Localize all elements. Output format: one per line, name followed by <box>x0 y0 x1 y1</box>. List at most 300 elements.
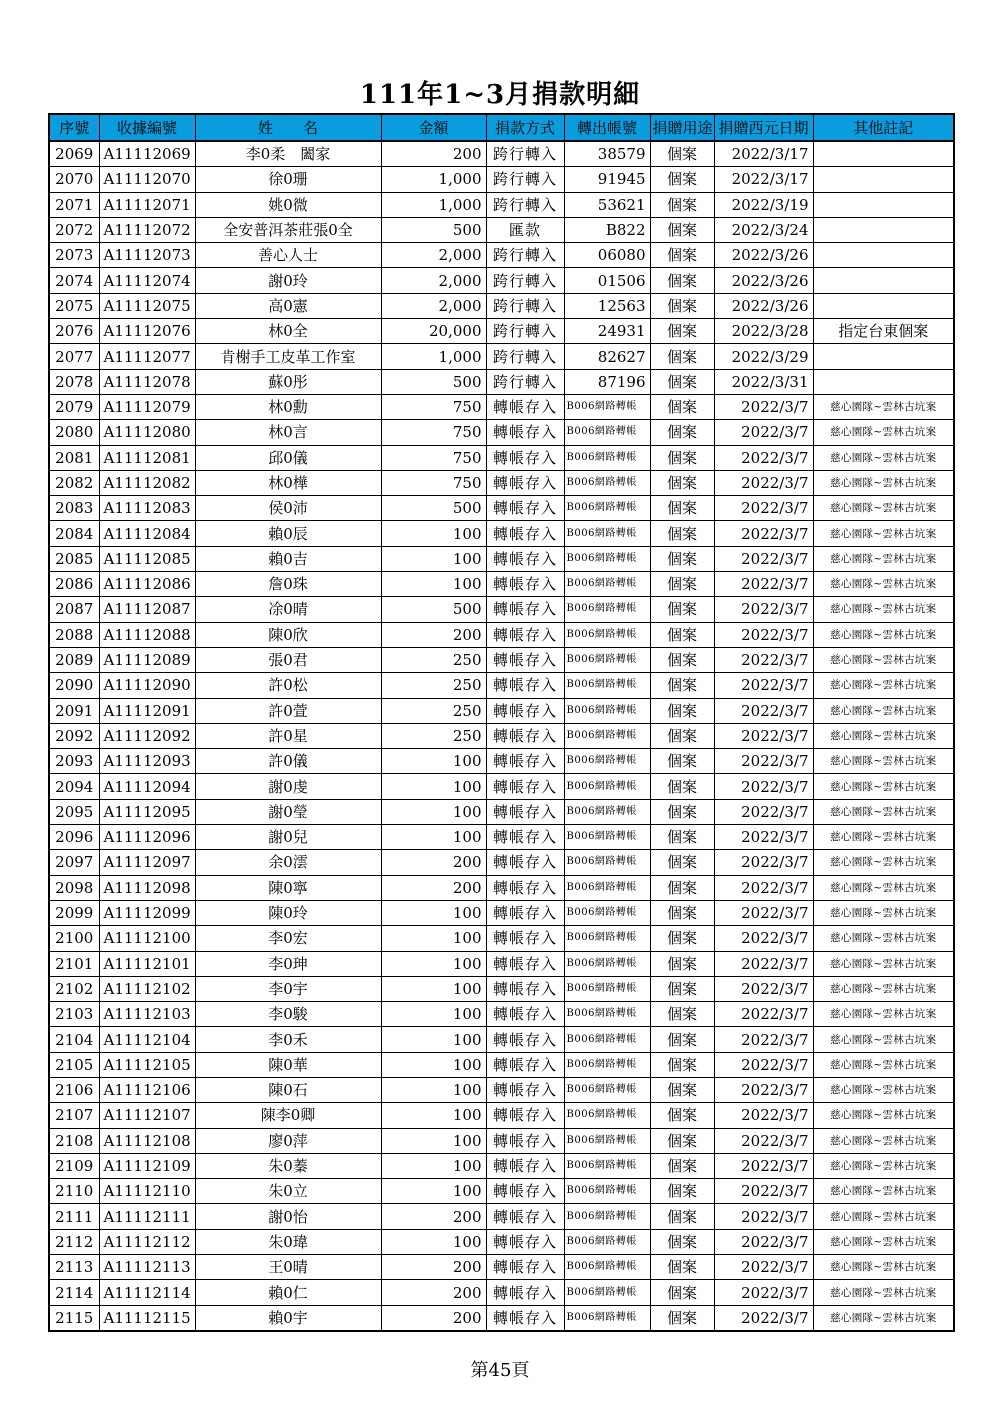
cell-seq: 2072 <box>49 217 99 242</box>
cell-seq: 2077 <box>49 344 99 369</box>
cell-seq: 2102 <box>49 976 99 1001</box>
table-row <box>49 344 954 369</box>
cell-note: 慈心園隊~雲林古坑案 <box>813 900 954 925</box>
cell-purpose: 個案 <box>650 546 714 571</box>
cell-purpose: 個案 <box>650 369 714 394</box>
table-row <box>49 723 954 748</box>
table-row <box>49 192 954 217</box>
cell-amount: 100 <box>381 1103 486 1128</box>
cell-method: 轉帳存入 <box>486 850 564 875</box>
cell-seq: 2075 <box>49 293 99 318</box>
table-row <box>49 622 954 647</box>
cell-purpose: 個案 <box>650 319 714 344</box>
cell-receipt: A11112093 <box>99 749 195 774</box>
cell-account: B006網路轉帳 <box>564 951 650 976</box>
table-row <box>49 319 954 344</box>
cell-receipt: A11112070 <box>99 167 195 192</box>
cell-seq: 2079 <box>49 394 99 419</box>
cell-account: B006網路轉帳 <box>564 445 650 470</box>
cell-purpose: 個案 <box>650 900 714 925</box>
cell-account: 87196 <box>564 369 650 394</box>
cell-method: 轉帳存入 <box>486 976 564 1001</box>
cell-account: B006網路轉帳 <box>564 622 650 647</box>
cell-receipt: A11112111 <box>99 1204 195 1229</box>
cell-name: 朱0蓁 <box>195 1153 381 1178</box>
header-row <box>49 114 954 141</box>
column-header-purpose: 捐贈用途 <box>650 114 714 141</box>
cell-method: 轉帳存入 <box>486 1103 564 1128</box>
cell-date: 2022/3/7 <box>714 1305 813 1331</box>
cell-method: 轉帳存入 <box>486 546 564 571</box>
cell-name: 廖0萍 <box>195 1128 381 1153</box>
cell-purpose: 個案 <box>650 976 714 1001</box>
cell-seq: 2076 <box>49 319 99 344</box>
cell-account: B006網路轉帳 <box>564 1179 650 1204</box>
cell-receipt: A11112113 <box>99 1255 195 1280</box>
cell-receipt: A11112102 <box>99 976 195 1001</box>
cell-note: 慈心園隊~雲林古坑案 <box>813 825 954 850</box>
cell-note: 慈心園隊~雲林古坑案 <box>813 1128 954 1153</box>
cell-receipt: A11112071 <box>99 192 195 217</box>
cell-date: 2022/3/7 <box>714 647 813 672</box>
cell-purpose: 個案 <box>650 268 714 293</box>
cell-amount: 100 <box>381 1002 486 1027</box>
cell-name: 謝0瑩 <box>195 799 381 824</box>
cell-account: B006網路轉帳 <box>564 1027 650 1052</box>
cell-name: 李0柔 闔家 <box>195 141 381 167</box>
cell-account: 12563 <box>564 293 650 318</box>
cell-account: 06080 <box>564 243 650 268</box>
cell-amount: 200 <box>381 850 486 875</box>
cell-note <box>813 141 954 167</box>
cell-name: 賴0宇 <box>195 1305 381 1331</box>
cell-method: 跨行轉入 <box>486 167 564 192</box>
cell-account: 24931 <box>564 319 650 344</box>
cell-purpose: 個案 <box>650 1229 714 1254</box>
cell-name: 林0言 <box>195 420 381 445</box>
cell-amount: 100 <box>381 546 486 571</box>
cell-seq: 2070 <box>49 167 99 192</box>
cell-method: 跨行轉入 <box>486 369 564 394</box>
cell-method: 轉帳存入 <box>486 622 564 647</box>
cell-amount: 750 <box>381 445 486 470</box>
cell-date: 2022/3/26 <box>714 293 813 318</box>
cell-amount: 500 <box>381 217 486 242</box>
cell-note: 慈心園隊~雲林古坑案 <box>813 622 954 647</box>
cell-seq: 2093 <box>49 749 99 774</box>
cell-amount: 100 <box>381 951 486 976</box>
cell-seq: 2096 <box>49 825 99 850</box>
cell-amount: 250 <box>381 673 486 698</box>
cell-date: 2022/3/7 <box>714 774 813 799</box>
cell-account: B006網路轉帳 <box>564 749 650 774</box>
cell-date: 2022/3/19 <box>714 192 813 217</box>
column-header-method: 捐款方式 <box>486 114 564 141</box>
cell-receipt: A11112108 <box>99 1128 195 1153</box>
cell-note: 慈心園隊~雲林古坑案 <box>813 1204 954 1229</box>
cell-date: 2022/3/7 <box>714 1179 813 1204</box>
cell-name: 賴0仁 <box>195 1280 381 1305</box>
cell-name: 林0樺 <box>195 470 381 495</box>
cell-account: B006網路轉帳 <box>564 1128 650 1153</box>
cell-note: 慈心園隊~雲林古坑案 <box>813 951 954 976</box>
column-header-account: 轉出帳號 <box>564 114 650 141</box>
cell-date: 2022/3/7 <box>714 723 813 748</box>
cell-date: 2022/3/7 <box>714 572 813 597</box>
cell-note: 慈心園隊~雲林古坑案 <box>813 673 954 698</box>
cell-purpose: 個案 <box>650 723 714 748</box>
cell-method: 轉帳存入 <box>486 774 564 799</box>
cell-method: 轉帳存入 <box>486 951 564 976</box>
table-row <box>49 951 954 976</box>
table-row <box>49 420 954 445</box>
cell-method: 轉帳存入 <box>486 1052 564 1077</box>
cell-amount: 100 <box>381 1052 486 1077</box>
cell-note: 慈心園隊~雲林古坑案 <box>813 546 954 571</box>
cell-date: 2022/3/7 <box>714 1027 813 1052</box>
cell-name: 高0憲 <box>195 293 381 318</box>
cell-purpose: 個案 <box>650 774 714 799</box>
cell-note: 慈心園隊~雲林古坑案 <box>813 749 954 774</box>
cell-account: B006網路轉帳 <box>564 900 650 925</box>
cell-account: B006網路轉帳 <box>564 647 650 672</box>
cell-receipt: A11112083 <box>99 496 195 521</box>
table-row <box>49 1027 954 1052</box>
cell-purpose: 個案 <box>650 1179 714 1204</box>
cell-date: 2022/3/7 <box>714 900 813 925</box>
table-row <box>49 1305 954 1331</box>
cell-account: B006網路轉帳 <box>564 875 650 900</box>
cell-date: 2022/3/7 <box>714 394 813 419</box>
cell-purpose: 個案 <box>650 243 714 268</box>
cell-account: B006網路轉帳 <box>564 850 650 875</box>
cell-date: 2022/3/7 <box>714 799 813 824</box>
cell-method: 轉帳存入 <box>486 420 564 445</box>
cell-name: 余0澐 <box>195 850 381 875</box>
cell-date: 2022/3/7 <box>714 951 813 976</box>
table-row <box>49 268 954 293</box>
cell-note: 慈心園隊~雲林古坑案 <box>813 1229 954 1254</box>
cell-seq: 2095 <box>49 799 99 824</box>
table-row <box>49 167 954 192</box>
cell-purpose: 個案 <box>650 572 714 597</box>
cell-date: 2022/3/7 <box>714 470 813 495</box>
cell-date: 2022/3/31 <box>714 369 813 394</box>
cell-method: 轉帳存入 <box>486 496 564 521</box>
cell-seq: 2114 <box>49 1280 99 1305</box>
cell-method: 轉帳存入 <box>486 521 564 546</box>
cell-method: 跨行轉入 <box>486 268 564 293</box>
cell-amount: 1,000 <box>381 167 486 192</box>
cell-amount: 100 <box>381 1027 486 1052</box>
cell-name: 徐0珊 <box>195 167 381 192</box>
table-row <box>49 976 954 1001</box>
cell-method: 跨行轉入 <box>486 141 564 167</box>
page-title: 111年1~3月捐款明細 <box>359 80 641 110</box>
cell-name: 林0勳 <box>195 394 381 419</box>
cell-note: 慈心園隊~雲林古坑案 <box>813 1103 954 1128</box>
cell-amount: 750 <box>381 394 486 419</box>
cell-seq: 2071 <box>49 192 99 217</box>
cell-date: 2022/3/7 <box>714 1204 813 1229</box>
table-body <box>49 141 954 1331</box>
cell-amount: 100 <box>381 799 486 824</box>
cell-date: 2022/3/7 <box>714 1128 813 1153</box>
column-header-name: 姓 名 <box>195 114 381 141</box>
cell-date: 2022/3/28 <box>714 319 813 344</box>
cell-note: 慈心園隊~雲林古坑案 <box>813 774 954 799</box>
cell-purpose: 個案 <box>650 622 714 647</box>
cell-seq: 2092 <box>49 723 99 748</box>
cell-amount: 500 <box>381 369 486 394</box>
cell-date: 2022/3/7 <box>714 673 813 698</box>
cell-date: 2022/3/7 <box>714 622 813 647</box>
cell-account: 91945 <box>564 167 650 192</box>
cell-receipt: A11112112 <box>99 1229 195 1254</box>
table-row <box>49 546 954 571</box>
cell-method: 轉帳存入 <box>486 1153 564 1178</box>
cell-account: B006網路轉帳 <box>564 546 650 571</box>
cell-receipt: A11112084 <box>99 521 195 546</box>
cell-account: B006網路轉帳 <box>564 1229 650 1254</box>
cell-account: B006網路轉帳 <box>564 521 650 546</box>
cell-purpose: 個案 <box>650 192 714 217</box>
cell-receipt: A11112082 <box>99 470 195 495</box>
cell-account: 38579 <box>564 141 650 167</box>
cell-date: 2022/3/26 <box>714 243 813 268</box>
cell-account: B006網路轉帳 <box>564 1204 650 1229</box>
cell-method: 轉帳存入 <box>486 799 564 824</box>
cell-name: 李0宏 <box>195 926 381 951</box>
cell-method: 轉帳存入 <box>486 1280 564 1305</box>
cell-name: 朱0立 <box>195 1179 381 1204</box>
cell-method: 跨行轉入 <box>486 243 564 268</box>
cell-purpose: 個案 <box>650 698 714 723</box>
cell-amount: 100 <box>381 1179 486 1204</box>
cell-note: 慈心園隊~雲林古坑案 <box>813 698 954 723</box>
cell-method: 轉帳存入 <box>486 470 564 495</box>
cell-seq: 2091 <box>49 698 99 723</box>
table-row <box>49 293 954 318</box>
cell-name: 侯0沛 <box>195 496 381 521</box>
cell-date: 2022/3/7 <box>714 1255 813 1280</box>
cell-method: 轉帳存入 <box>486 1179 564 1204</box>
cell-date: 2022/3/7 <box>714 1153 813 1178</box>
cell-amount: 200 <box>381 1305 486 1331</box>
table-row <box>49 799 954 824</box>
cell-receipt: A11112097 <box>99 850 195 875</box>
cell-account: B006網路轉帳 <box>564 597 650 622</box>
cell-account: B006網路轉帳 <box>564 470 650 495</box>
cell-receipt: A11112090 <box>99 673 195 698</box>
cell-date: 2022/3/7 <box>714 976 813 1001</box>
cell-purpose: 個案 <box>650 1204 714 1229</box>
table-row <box>49 597 954 622</box>
cell-note <box>813 268 954 293</box>
cell-name: 全安普洱茶莊張0全 <box>195 217 381 242</box>
cell-receipt: A11112095 <box>99 799 195 824</box>
cell-name: 謝0虔 <box>195 774 381 799</box>
cell-account: B006網路轉帳 <box>564 799 650 824</box>
cell-purpose: 個案 <box>650 420 714 445</box>
cell-amount: 20,000 <box>381 319 486 344</box>
cell-method: 轉帳存入 <box>486 825 564 850</box>
cell-date: 2022/3/7 <box>714 1077 813 1102</box>
table-row <box>49 825 954 850</box>
cell-account: B006網路轉帳 <box>564 1052 650 1077</box>
table-row <box>49 496 954 521</box>
cell-seq: 2087 <box>49 597 99 622</box>
cell-name: 林0全 <box>195 319 381 344</box>
table-row <box>49 217 954 242</box>
table-row <box>49 1229 954 1254</box>
cell-receipt: A11112085 <box>99 546 195 571</box>
cell-amount: 250 <box>381 698 486 723</box>
cell-account: B006網路轉帳 <box>564 976 650 1001</box>
cell-name: 陳李0卿 <box>195 1103 381 1128</box>
cell-note: 慈心園隊~雲林古坑案 <box>813 1052 954 1077</box>
cell-date: 2022/3/24 <box>714 217 813 242</box>
cell-receipt: A11112073 <box>99 243 195 268</box>
cell-date: 2022/3/7 <box>714 420 813 445</box>
cell-account: B006網路轉帳 <box>564 673 650 698</box>
cell-seq: 2100 <box>49 926 99 951</box>
cell-method: 轉帳存入 <box>486 698 564 723</box>
cell-seq: 2081 <box>49 445 99 470</box>
cell-note: 慈心園隊~雲林古坑案 <box>813 799 954 824</box>
cell-receipt: A11112076 <box>99 319 195 344</box>
cell-amount: 100 <box>381 825 486 850</box>
table-row <box>49 470 954 495</box>
cell-amount: 100 <box>381 521 486 546</box>
cell-seq: 2103 <box>49 1002 99 1027</box>
cell-purpose: 個案 <box>650 850 714 875</box>
cell-note: 慈心園隊~雲林古坑案 <box>813 394 954 419</box>
cell-seq: 2108 <box>49 1128 99 1153</box>
cell-amount: 100 <box>381 976 486 1001</box>
cell-note: 慈心園隊~雲林古坑案 <box>813 875 954 900</box>
cell-seq: 2078 <box>49 369 99 394</box>
cell-note: 慈心園隊~雲林古坑案 <box>813 496 954 521</box>
cell-name: 蘇0彤 <box>195 369 381 394</box>
cell-purpose: 個案 <box>650 496 714 521</box>
cell-receipt: A11112114 <box>99 1280 195 1305</box>
cell-date: 2022/3/7 <box>714 1002 813 1027</box>
cell-purpose: 個案 <box>650 470 714 495</box>
cell-name: 李0宇 <box>195 976 381 1001</box>
cell-amount: 100 <box>381 572 486 597</box>
cell-purpose: 個案 <box>650 1280 714 1305</box>
table-row <box>49 1002 954 1027</box>
cell-receipt: A11112096 <box>99 825 195 850</box>
cell-receipt: A11112110 <box>99 1179 195 1204</box>
cell-account: B006網路轉帳 <box>564 1002 650 1027</box>
cell-purpose: 個案 <box>650 521 714 546</box>
cell-note: 慈心園隊~雲林古坑案 <box>813 521 954 546</box>
cell-seq: 2107 <box>49 1103 99 1128</box>
cell-receipt: A11112077 <box>99 344 195 369</box>
cell-purpose: 個案 <box>650 597 714 622</box>
cell-amount: 100 <box>381 1077 486 1102</box>
cell-amount: 200 <box>381 875 486 900</box>
cell-note: 慈心園隊~雲林古坑案 <box>813 976 954 1001</box>
cell-receipt: A11112092 <box>99 723 195 748</box>
cell-note: 慈心園隊~雲林古坑案 <box>813 1280 954 1305</box>
cell-seq: 2111 <box>49 1204 99 1229</box>
table-row <box>49 572 954 597</box>
cell-note: 慈心園隊~雲林古坑案 <box>813 597 954 622</box>
cell-receipt: A11112080 <box>99 420 195 445</box>
cell-method: 轉帳存入 <box>486 673 564 698</box>
cell-seq: 2113 <box>49 1255 99 1280</box>
cell-account: B006網路轉帳 <box>564 1077 650 1102</box>
cell-account: B006網路轉帳 <box>564 572 650 597</box>
cell-purpose: 個案 <box>650 217 714 242</box>
table-row <box>49 1153 954 1178</box>
cell-note: 慈心園隊~雲林古坑案 <box>813 1077 954 1102</box>
cell-amount: 750 <box>381 470 486 495</box>
cell-purpose: 個案 <box>650 1002 714 1027</box>
cell-amount: 1,000 <box>381 344 486 369</box>
cell-purpose: 個案 <box>650 445 714 470</box>
cell-purpose: 個案 <box>650 1128 714 1153</box>
cell-name: 李0珅 <box>195 951 381 976</box>
cell-account: B006網路轉帳 <box>564 698 650 723</box>
cell-name: 肯榭手工皮革工作室 <box>195 344 381 369</box>
cell-method: 轉帳存入 <box>486 723 564 748</box>
cell-name: 王0晴 <box>195 1255 381 1280</box>
cell-purpose: 個案 <box>650 141 714 167</box>
cell-seq: 2097 <box>49 850 99 875</box>
cell-receipt: A11112101 <box>99 951 195 976</box>
cell-date: 2022/3/7 <box>714 1052 813 1077</box>
cell-name: 李0禾 <box>195 1027 381 1052</box>
cell-purpose: 個案 <box>650 926 714 951</box>
cell-note <box>813 167 954 192</box>
cell-date: 2022/3/7 <box>714 825 813 850</box>
table-row <box>49 774 954 799</box>
cell-account: B006網路轉帳 <box>564 1255 650 1280</box>
cell-receipt: A11112099 <box>99 900 195 925</box>
table-row <box>49 749 954 774</box>
cell-seq: 2104 <box>49 1027 99 1052</box>
cell-date: 2022/3/26 <box>714 268 813 293</box>
cell-date: 2022/3/7 <box>714 1229 813 1254</box>
cell-method: 轉帳存入 <box>486 926 564 951</box>
cell-note: 慈心園隊~雲林古坑案 <box>813 572 954 597</box>
donation-table <box>48 113 955 1332</box>
cell-date: 2022/3/7 <box>714 698 813 723</box>
cell-method: 轉帳存入 <box>486 900 564 925</box>
cell-date: 2022/3/17 <box>714 141 813 167</box>
cell-receipt: A11112069 <box>99 141 195 167</box>
cell-amount: 200 <box>381 1204 486 1229</box>
cell-note: 慈心園隊~雲林古坑案 <box>813 445 954 470</box>
table-row <box>49 243 954 268</box>
cell-amount: 100 <box>381 1229 486 1254</box>
cell-date: 2022/3/7 <box>714 521 813 546</box>
cell-method: 轉帳存入 <box>486 1305 564 1331</box>
cell-seq: 2109 <box>49 1153 99 1178</box>
cell-receipt: A11112100 <box>99 926 195 951</box>
table-row <box>49 1103 954 1128</box>
cell-account: 82627 <box>564 344 650 369</box>
cell-method: 跨行轉入 <box>486 319 564 344</box>
cell-receipt: A11112103 <box>99 1002 195 1027</box>
cell-date: 2022/3/17 <box>714 167 813 192</box>
cell-account: B006網路轉帳 <box>564 1153 650 1178</box>
cell-seq: 2101 <box>49 951 99 976</box>
